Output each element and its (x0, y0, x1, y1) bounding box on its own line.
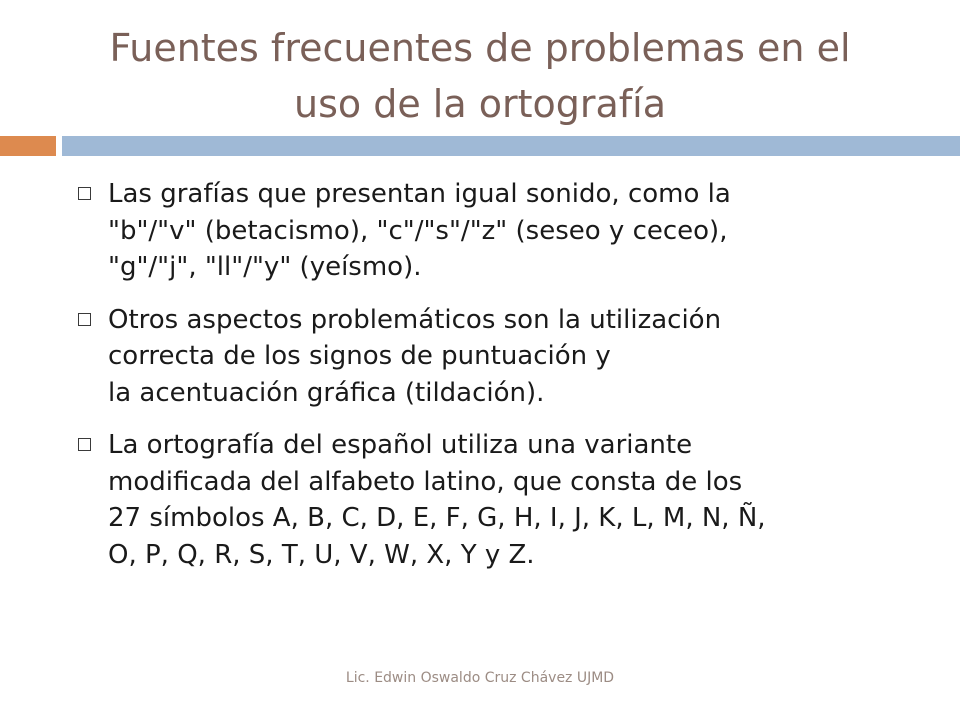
bullet-list (78, 176, 928, 573)
title-line-2: uso de la ortografía (294, 82, 666, 126)
bullet-line: "g"/"j", "ll"/"y" (yeísmo). (108, 252, 422, 282)
square-bullet-icon (78, 187, 91, 200)
title-line-1: Fuentes frecuentes de problemas en el (109, 26, 851, 70)
accent-bar-blue (62, 136, 960, 156)
bullet-line: O, P, Q, R, S, T, U, V, W, X, Y y Z. (108, 539, 535, 570)
bullet-line: la acentuación gráfica (tildación). (108, 377, 545, 408)
square-bullet-icon (78, 313, 91, 326)
bullet-line: Las grafías que presentan igual sonido, como la (108, 179, 731, 209)
bullet-line: La ortografía del español utiliza una variante (108, 430, 693, 460)
bullet-line: "b"/"v" (betacismo), "c"/"s"/"z" (seseo y ceceo), (108, 215, 728, 246)
bullet-line: correcta de los signos de puntuación y (108, 341, 611, 371)
bullet-item (78, 176, 928, 286)
accent-bar-orange (0, 136, 56, 156)
bullet-item (78, 427, 928, 573)
bullet-line: modificada del alfabeto latino, que consta de los (108, 466, 743, 497)
slide-title (40, 20, 920, 132)
bullet-line: 27 símbolos A, B, C, D, E, F, G, H, I, J, K, L, M, N, Ñ, (108, 503, 766, 533)
bullet-item (78, 302, 928, 412)
footer-author: Lic. Edwin Oswaldo Cruz Chávez UJMD (345, 670, 615, 686)
bullet-line: Otros aspectos problemáticos son la utilización (108, 304, 722, 335)
square-bullet-icon (78, 438, 91, 451)
